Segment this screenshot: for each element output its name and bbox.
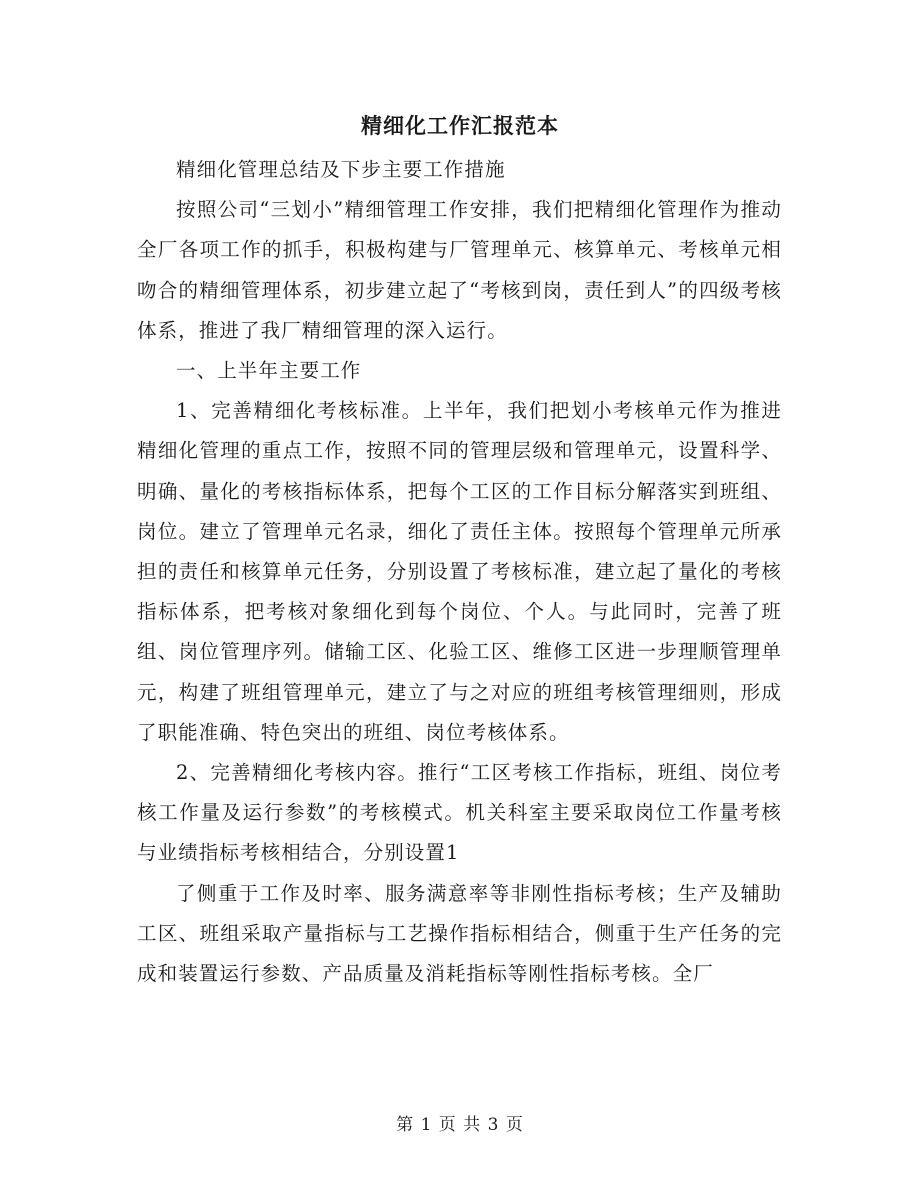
- paragraph-item-1: 1、完善精细化考核标准。上半年，我们把划小考核单元作为推进精细化管理的重点工作，按照不同的管理层级和管理单元，设置科学、明确、量化的考核指标体系，把每个工区的工作目标分解落实到班组、岗位。建立了管理单元名录，细化了责任主体。按照每个管理单元所承担的责任和核算单元任务，分别设置了考核标准，建立起了量化的考核指标体系，把考核对象细化到每个岗位、个人。与此同时，完善了班组、岗位管理序列。储输工区、化验工区、维修工区进一步理顺管理单元，构建了班组管理单元，建立了与之对应的班组考核管理细则，形成了职能准确、特色突出的班组、岗位考核体系。: [137, 399, 782, 744]
- document-body: [137, 150, 782, 994]
- subtitle-paragraph: 精细化管理总结及下步主要工作措施: [176, 158, 506, 181]
- page-number: 第 1 页 共 3 页: [396, 1115, 524, 1135]
- section-heading: 一、上半年主要工作: [176, 359, 362, 383]
- page-title: 精细化工作汇报范本: [361, 113, 559, 138]
- paragraph-item-2: 2、完善精细化考核内容。推行“工区考核工作指标，班组、岗位考核工作量及运行参数”的考核模式。机关科室主要采取岗位工作量考核与业绩指标考核相结合，分别设置1: [137, 761, 782, 865]
- intro-paragraph: 按照公司“三划小”精细管理工作安排，我们把精细化管理作为推动全厂各项工作的抓手，积极构建与厂管理单元、核算单元、考核单元相吻合的精细管理体系，初步建立起了“考核到岗，责任到人”的四级考核体系，推进了我厂精细管理的深入运行。: [137, 198, 782, 342]
- paragraph-continuation: 了侧重于工作及时率、服务满意率等非刚性指标考核；生产及辅助工区、班组采取产量指标与工艺操作指标相结合，侧重于生产任务的完成和装置运行参数、产品质量及消耗指标等刚性指标考核。全厂: [137, 881, 782, 986]
